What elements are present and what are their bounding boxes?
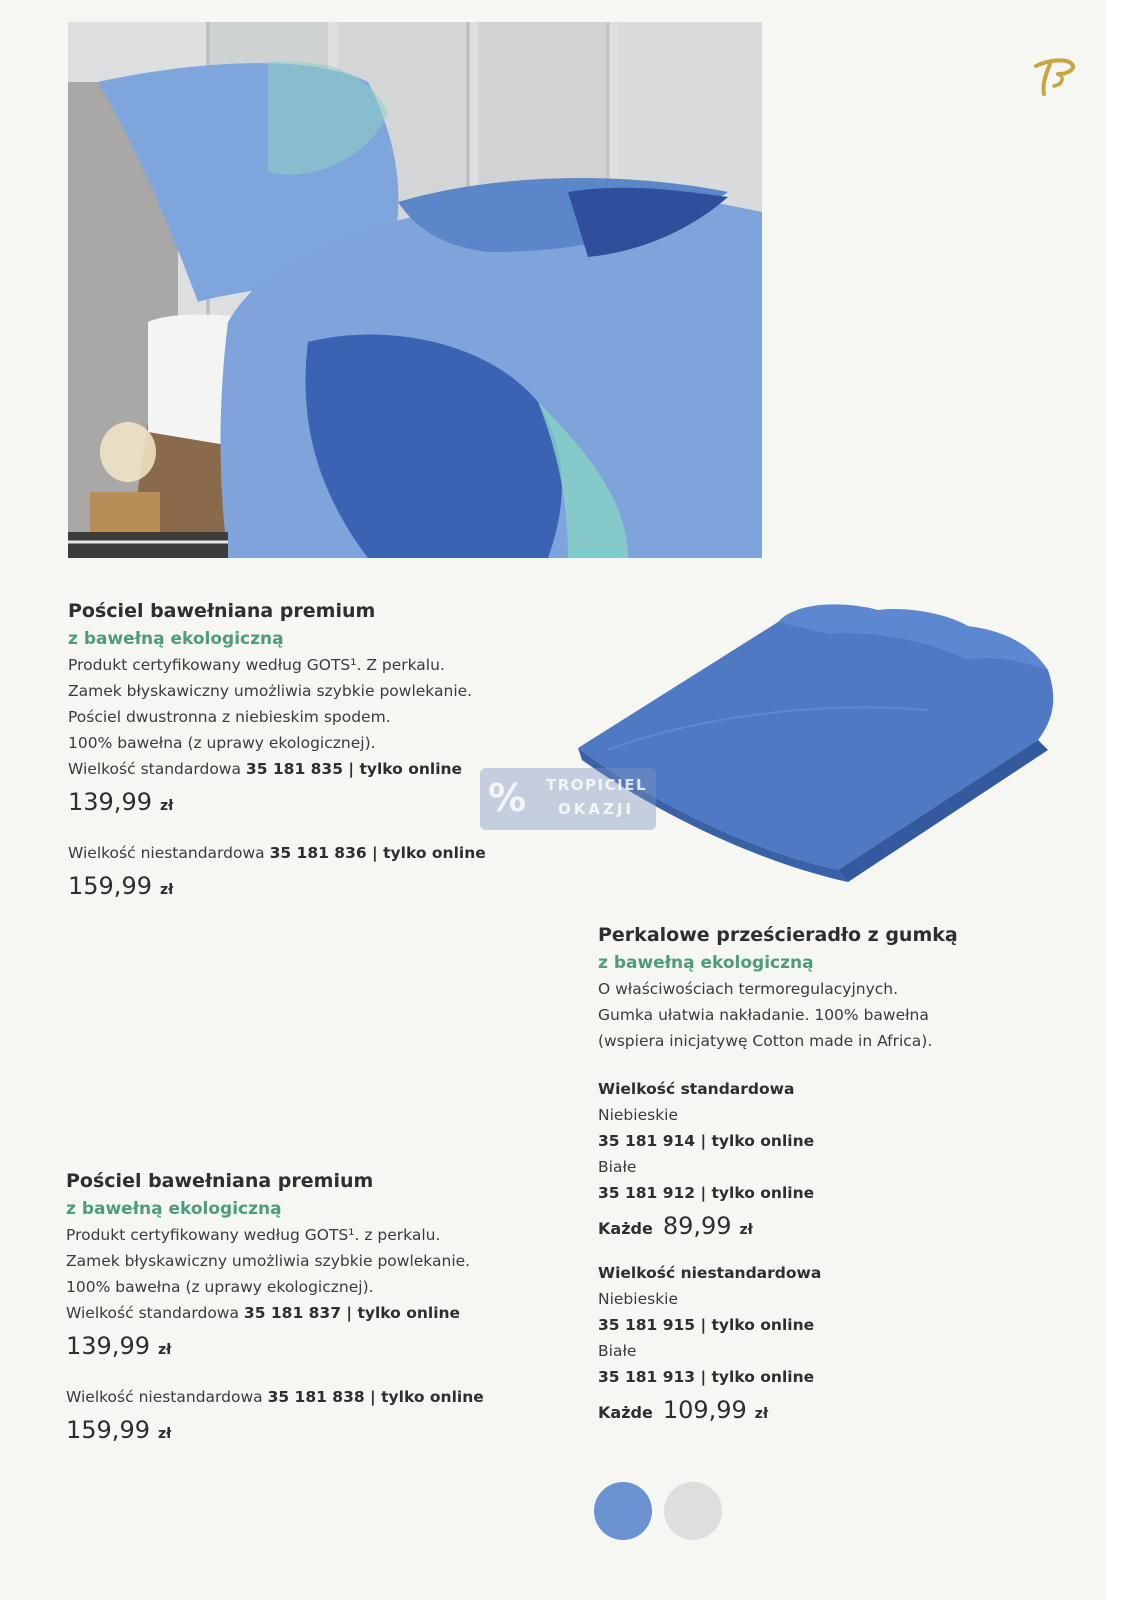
color-label-blue: Niebieskie [598, 1106, 679, 1124]
product-fitted-sheet [598, 920, 958, 1434]
description-line: O właściwościach termoregulacyjnych. [598, 980, 899, 998]
currency: zł [159, 798, 174, 814]
product-subtitle: z bawełną ekologiczną [68, 629, 284, 649]
color-label-white: Białe [598, 1342, 637, 1360]
price-value: 139,99 [66, 1332, 150, 1360]
watermark-line1: TROPICIEL [546, 776, 648, 794]
price-standard [68, 782, 486, 826]
product-duvet-2 [66, 1166, 484, 1454]
product-subtitle: z bawełną ekologiczną [66, 1199, 282, 1219]
article-code[interactable]: 35 181 914 | tylko online [598, 1132, 815, 1150]
size-label: Wielkość standardowa [66, 1304, 239, 1322]
product-title: Perkalowe prześcieradło z gumką [598, 924, 958, 946]
nonstandard-size-heading: Wielkość niestandardowa [598, 1264, 822, 1282]
article-code[interactable]: 35 181 912 | tylko online [598, 1184, 815, 1202]
description-line: (wspiera inicjatywę Cotton made in Africa). [598, 1032, 933, 1050]
price-nonstandard [598, 1390, 958, 1434]
description-line: Produkt certyfikowany według GOTS¹. Z perkalu. [68, 656, 445, 674]
price-value: 159,99 [68, 872, 152, 900]
standard-size-line [66, 1300, 484, 1326]
nonstandard-size-line [68, 840, 486, 866]
price-value: 109,99 [662, 1396, 747, 1424]
description-line: Produkt certyfikowany według GOTS¹. z perkalu. [66, 1226, 441, 1244]
product-duvet-1 [68, 596, 486, 910]
currency: zł [739, 1222, 753, 1238]
price-nonstandard [66, 1410, 484, 1454]
nonstandard-size-line [66, 1384, 484, 1410]
currency: zł [159, 882, 174, 898]
price-nonstandard [68, 866, 486, 910]
size-label: Wielkość niestandardowa [68, 844, 265, 862]
color-label-white: Białe [598, 1158, 637, 1176]
description-line: Zamek błyskawiczny umożliwia szybkie powlekanie. [66, 1252, 471, 1270]
standard-size-line [68, 756, 486, 782]
description-line: Pościel dwustronna z niebieskim spodem. [68, 708, 391, 726]
watermark [480, 768, 656, 830]
bedding-photo [68, 22, 762, 558]
product-title: Pościel bawełniana premium [66, 1170, 374, 1192]
article-code[interactable]: 35 181 838 | tylko online [267, 1388, 484, 1406]
description-line: 100% bawełna (z uprawy ekologicznej). [68, 734, 376, 752]
description-line: 100% bawełna (z uprawy ekologicznej). [66, 1278, 374, 1296]
currency: zł [754, 1406, 769, 1422]
price-value: 89,99 [662, 1212, 732, 1240]
watermark-line2: OKAZJI [558, 800, 635, 818]
color-swatch-blue[interactable] [594, 1482, 652, 1540]
standard-size-heading: Wielkość standardowa [598, 1080, 795, 1098]
size-label: Wielkość niestandardowa [66, 1388, 263, 1406]
price-standard [66, 1326, 484, 1370]
tchibo-logo-icon [1028, 52, 1078, 102]
percent-icon: % [488, 776, 527, 820]
price-value: 139,99 [68, 788, 152, 816]
article-code[interactable]: 35 181 835 | tylko online [245, 760, 463, 778]
product-subtitle: z bawełną ekologiczną [598, 953, 814, 973]
description-line: Gumka ułatwia nakładanie. 100% bawełna [598, 1006, 929, 1024]
article-code[interactable]: 35 181 913 | tylko online [598, 1368, 815, 1386]
color-label-blue: Niebieskie [598, 1290, 679, 1308]
article-code[interactable]: 35 181 837 | tylko online [243, 1304, 461, 1322]
currency: zł [157, 1342, 172, 1358]
price-standard [598, 1206, 958, 1250]
description-line: Zamek błyskawiczny umożliwia szybkie powlekanie. [68, 682, 473, 700]
fitted-sheet-image [548, 600, 1084, 900]
size-label: Wielkość standardowa [68, 760, 241, 778]
price-value: 159,99 [66, 1416, 150, 1444]
article-code[interactable]: 35 181 836 | tylko online [269, 844, 486, 862]
currency: zł [157, 1426, 172, 1442]
each-label: Każde [598, 1403, 653, 1422]
product-title: Pościel bawełniana premium [68, 600, 376, 622]
each-label: Każde [598, 1219, 653, 1238]
scan-edge [1106, 0, 1134, 1600]
article-code[interactable]: 35 181 915 | tylko online [598, 1316, 815, 1334]
color-swatch-white[interactable] [664, 1482, 722, 1540]
